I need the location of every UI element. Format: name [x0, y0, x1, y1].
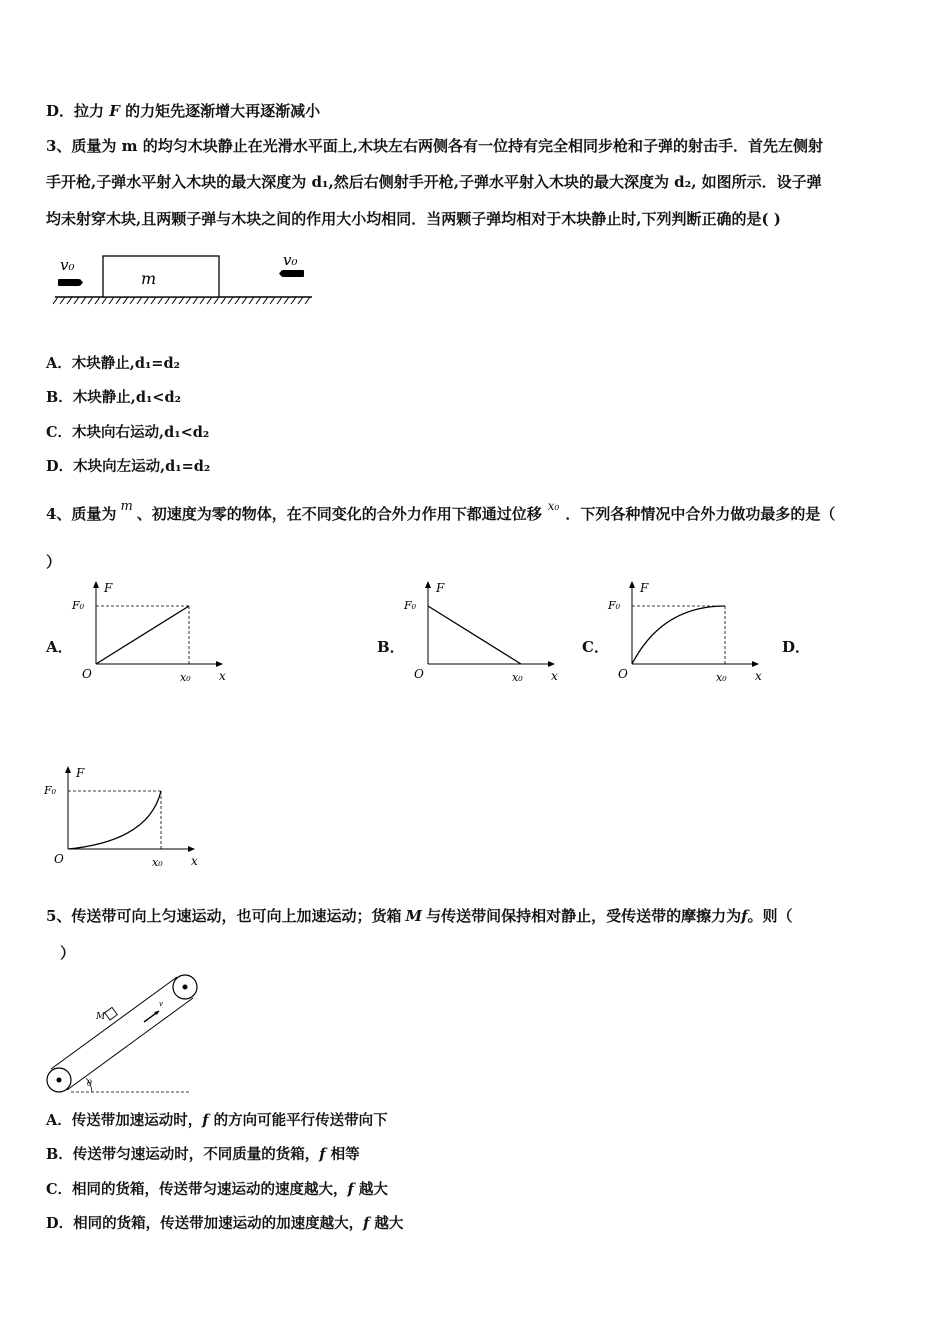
q3-option-d: D．木块向左运动,d₁=d₂: [46, 458, 211, 475]
cargo-box: [105, 1007, 118, 1020]
x0-tick-label: x₀: [716, 671, 727, 684]
q4-line-2: ）: [46, 553, 62, 571]
q4-option-b-label: B．: [377, 638, 405, 656]
block-label: m: [141, 269, 157, 288]
origin-label: O: [618, 667, 628, 681]
ground-hatch: [270, 297, 275, 304]
ground-hatch: [165, 297, 170, 304]
force-curve: [68, 791, 161, 849]
x0-tick-label: x₀: [512, 671, 523, 684]
ground-hatch: [158, 297, 163, 304]
q3-option-c: C．木块向右运动,d₁<d₂: [46, 424, 210, 441]
velocity-label: v: [159, 1000, 163, 1008]
ground-hatch: [256, 297, 261, 304]
q4-option-c-label: C．: [582, 638, 609, 656]
q4-graph-c: [602, 578, 772, 690]
ground-hatch: [53, 297, 58, 304]
ground-hatch: [221, 297, 226, 304]
ground-hatch: [81, 297, 86, 304]
q4-option-a-label: A．: [46, 638, 73, 656]
q5-option-a: A．传送带加速运动时，f 的方向可能平行传送带向下: [46, 1112, 388, 1129]
ground-hatch: [130, 297, 135, 304]
ground-hatch: [102, 297, 107, 304]
ground-hatch: [88, 297, 93, 304]
ground-hatch: [60, 297, 65, 304]
q3-line-2: 手开枪,子弹水平射入木块的最大深度为 d₁,然后右侧射手开枪,子弹水平射入木块的最大深度为 d₂, 如图所示．设子弹: [46, 173, 822, 191]
f-axis-label: F: [104, 581, 113, 595]
q5-conveyor-figure: [40, 970, 200, 1100]
ground-hatch: [298, 297, 303, 304]
f0-tick-label: F₀: [72, 599, 85, 612]
q3-line-1: 3、质量为 m 的均匀木块静止在光滑水平面上,木块左右两侧各有一位持有完全相同步枪和子弹的射击手．首先左侧射: [46, 137, 823, 155]
wood-block: [103, 256, 219, 297]
q4-graph-b: [398, 578, 568, 690]
f-axis-arrow: [65, 766, 71, 773]
q4-graph-a: [66, 578, 236, 690]
origin-label: O: [82, 667, 92, 681]
origin-label: O: [54, 852, 64, 866]
ground-hatch: [67, 297, 72, 304]
f-axis-arrow: [629, 581, 635, 588]
x-axis-arrow: [548, 661, 555, 667]
f-axis-label: F: [640, 581, 649, 595]
q5-option-d: D．相同的货箱，传送带加速运动的加速度越大，f 越大: [46, 1215, 404, 1232]
q4-displacement-symbol: x₀: [547, 499, 560, 513]
x0-tick-label: x₀: [180, 671, 191, 684]
f-axis-label: F: [436, 581, 445, 595]
ground-hatch: [249, 297, 254, 304]
f-axis-arrow: [93, 581, 99, 588]
x-axis-label: x: [191, 854, 198, 868]
q4-line-1: 4、质量为 m 、初速度为零的物体，在不同变化的合外力作用下都通过位移 $^{x_0}$ ．下列各种情况中合外力做功最多的是（: [46, 499, 836, 523]
force-curve: [96, 606, 189, 664]
x-axis-label: x: [755, 669, 762, 683]
ground-hatch: [144, 297, 149, 304]
left-bullet: [58, 279, 80, 286]
origin-label: O: [414, 667, 424, 681]
ground-hatch: [95, 297, 100, 304]
ground-hatch: [116, 297, 121, 304]
q5-option-b: B．传送带匀速运动时，不同质量的货箱，f 相等: [46, 1146, 360, 1163]
x-axis-arrow: [752, 661, 759, 667]
q3-block-figure: [50, 250, 320, 314]
q4-option-d-label: D．: [782, 638, 811, 656]
angle-label: θ: [87, 1079, 92, 1088]
ground-hatch: [186, 297, 191, 304]
ground-hatch: [242, 297, 247, 304]
ground-hatch: [109, 297, 114, 304]
ground-hatch: [277, 297, 282, 304]
ground-hatch: [123, 297, 128, 304]
q5-option-c: C．相同的货箱，传送带匀速运动的速度越大，f 越大: [46, 1181, 388, 1198]
ground-hatch: [291, 297, 296, 304]
x-axis-arrow: [188, 846, 195, 852]
q3-option-b: B．木块静止,d₁<d₂: [46, 389, 181, 406]
q5-line-1: 5、传送带可向上匀速运动，也可向上加速运动；货箱 M 与传送带间保持相对静止，受传送带的摩擦力为f。则（: [46, 907, 793, 925]
ground-hatch: [284, 297, 289, 304]
q4-mass-symbol: m: [120, 499, 133, 514]
box-label: M: [96, 1012, 106, 1022]
ground-hatch: [200, 297, 205, 304]
ground-hatch: [179, 297, 184, 304]
ground-hatch: [214, 297, 219, 304]
force-curve: [428, 606, 521, 664]
q2-option-d: D．拉力 F 的力矩先逐渐增大再逐渐减小: [46, 102, 321, 120]
x-axis-label: x: [219, 669, 226, 683]
q3-line-3: 均未射穿木块,且两颗子弹与木块之间的作用大小均相同．当两颗子弹均相对于木块静止时,下列判断正确的是( ): [46, 210, 781, 228]
q4-graph-d: [38, 763, 208, 875]
f0-tick-label: F₀: [608, 599, 621, 612]
right-bullet: [282, 270, 304, 277]
f-axis-arrow: [425, 581, 431, 588]
ground-hatch: [193, 297, 198, 304]
left-v0-label: v₀: [60, 256, 75, 274]
x-axis-arrow: [216, 661, 223, 667]
x-axis-label: x: [551, 669, 558, 683]
ground-hatch: [151, 297, 156, 304]
force-curve: [632, 606, 725, 664]
ground-hatch: [263, 297, 268, 304]
f-axis-label: F: [76, 766, 85, 780]
ground-hatch: [137, 297, 142, 304]
ground-hatch: [228, 297, 233, 304]
ground-hatch: [172, 297, 177, 304]
right-v0-label: v₀: [283, 251, 298, 269]
ground-hatch: [74, 297, 79, 304]
f0-tick-label: F₀: [44, 784, 57, 797]
ground-hatch: [235, 297, 240, 304]
ground-hatch: [207, 297, 212, 304]
x0-tick-label: x₀: [152, 856, 163, 869]
q5-line-2: ）: [60, 944, 76, 962]
ground-hatch: [305, 297, 310, 304]
f0-tick-label: F₀: [404, 599, 417, 612]
q3-option-a: A．木块静止,d₁=d₂: [46, 355, 180, 372]
